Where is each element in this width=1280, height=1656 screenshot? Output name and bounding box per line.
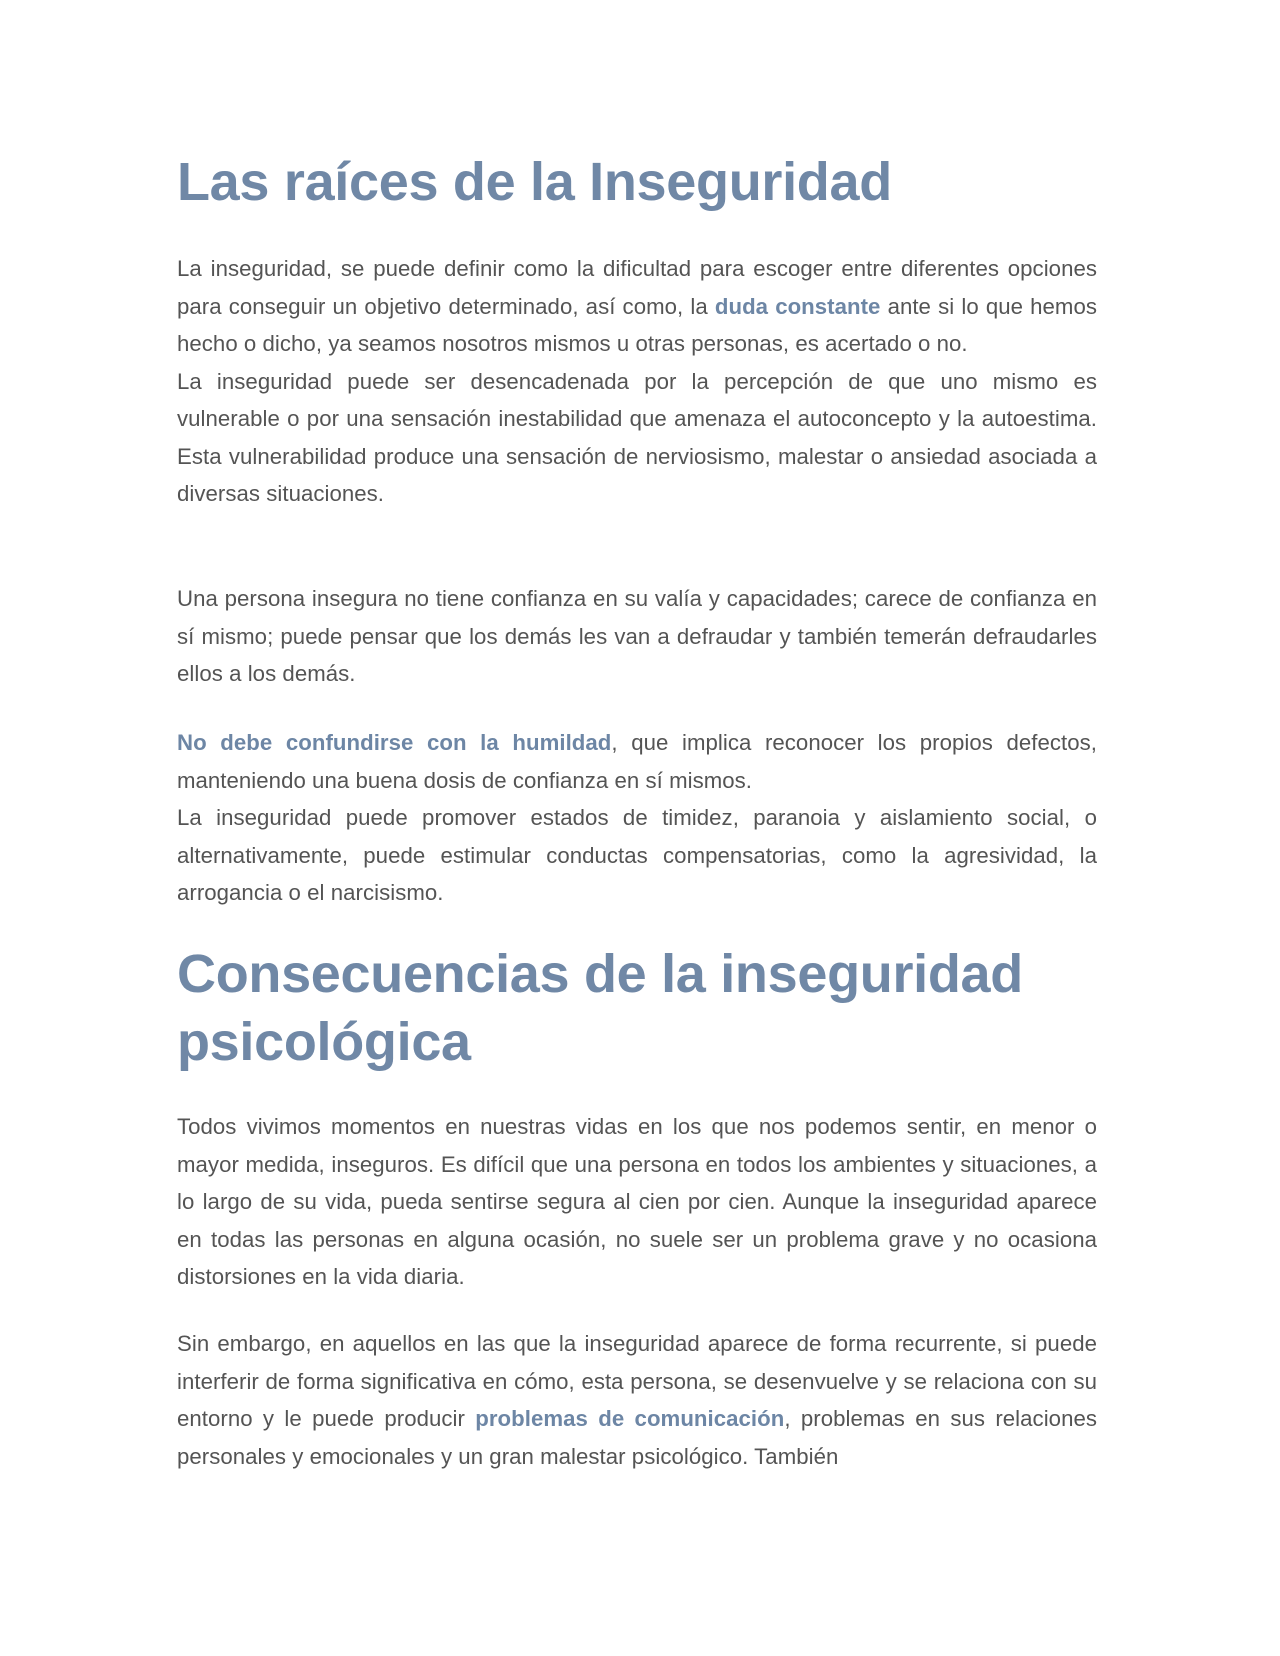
paragraph-humildad — [177, 724, 1097, 799]
paragraph-text: , problemas en sus relaciones personales y emocionales y un gran malestar psicológico. También — [177, 1406, 1097, 1469]
paragraph-todos-vivimos: Todos vivimos momentos en nuestras vidas en los que nos podemos sentir, en menor o mayor medida, inseguros. Es difícil que una persona en todos los ambientes y situaciones, a lo largo de su vida, pueda sentirse segura al cien por cien. Aunque la inseguridad aparece en todas las personas en alguna ocasión, no suele ser un problema grave y no ocasiona distorsiones en la vida diaria. — [177, 1114, 1097, 1289]
paragraph-text: La inseguridad, se puede definir como la dificultad para escoger entre diferentes opciones para conseguir un objetivo determinado, así como, la — [177, 256, 1097, 319]
paragraph-text: Sin embargo, en aquellos en las que la inseguridad aparece de forma recurrente, si puede interferir de forma significativa en cómo, esta persona, se desenvuelve y se relaciona con su entorno y le puede producir — [177, 1331, 1097, 1431]
paragraph-sin-embargo — [177, 1325, 1097, 1475]
section-sin-embargo — [177, 1325, 1097, 1475]
paragraph-persona-insegura: Una persona insegura no tiene confianza en su valía y capacidades; carece de confianza en sí mismo; puede pensar que los demás les van a defraudar y también temerán defraudarles ellos a los demás. — [177, 586, 1097, 686]
highlight-humildad: No debe confundirse con la humildad — [177, 730, 612, 755]
paragraph-estados: La inseguridad puede promover estados de timidez, paranoia y aislamiento social, o alternativamente, puede estimular conductas compensatorias, como la agresividad, la arrogancia o el narcisismo. — [177, 805, 1097, 905]
paragraph-desencadenada: La inseguridad puede ser desencadenada por la percepción de que uno mismo es vulnerable o por una sensación inestabilidad que amenaza el autoconcepto y la autoestima. Esta vulnerabilidad produce una sensación de nerviosismo, malestar o ansiedad asociada a diversas situaciones. — [177, 368, 1097, 506]
section-humildad — [177, 724, 1097, 912]
heading-raices-inseguridad: Las raíces de la Inseguridad — [177, 152, 892, 212]
section-raices-body — [177, 250, 1097, 513]
highlight-duda-constante: duda constante — [714, 293, 881, 319]
paragraph-definicion — [177, 250, 1097, 363]
paragraph-text: ante si lo que hemos hecho o dicho, ya seamos nosotros mismos u otras personas, es acertado o no. — [177, 293, 1097, 356]
section-persona-insegura — [177, 580, 1097, 693]
section-todos-vivimos — [177, 1108, 1097, 1296]
heading-consecuencias: Consecuencias de la inseguridad psicológica — [177, 944, 1023, 1072]
paragraph-text: , que implica reconocer los propios defectos, manteniendo una buena dosis de confianza en sí mismos. — [177, 730, 1097, 793]
highlight-problemas-comunicacion: problemas de comunicación — [475, 1406, 785, 1431]
